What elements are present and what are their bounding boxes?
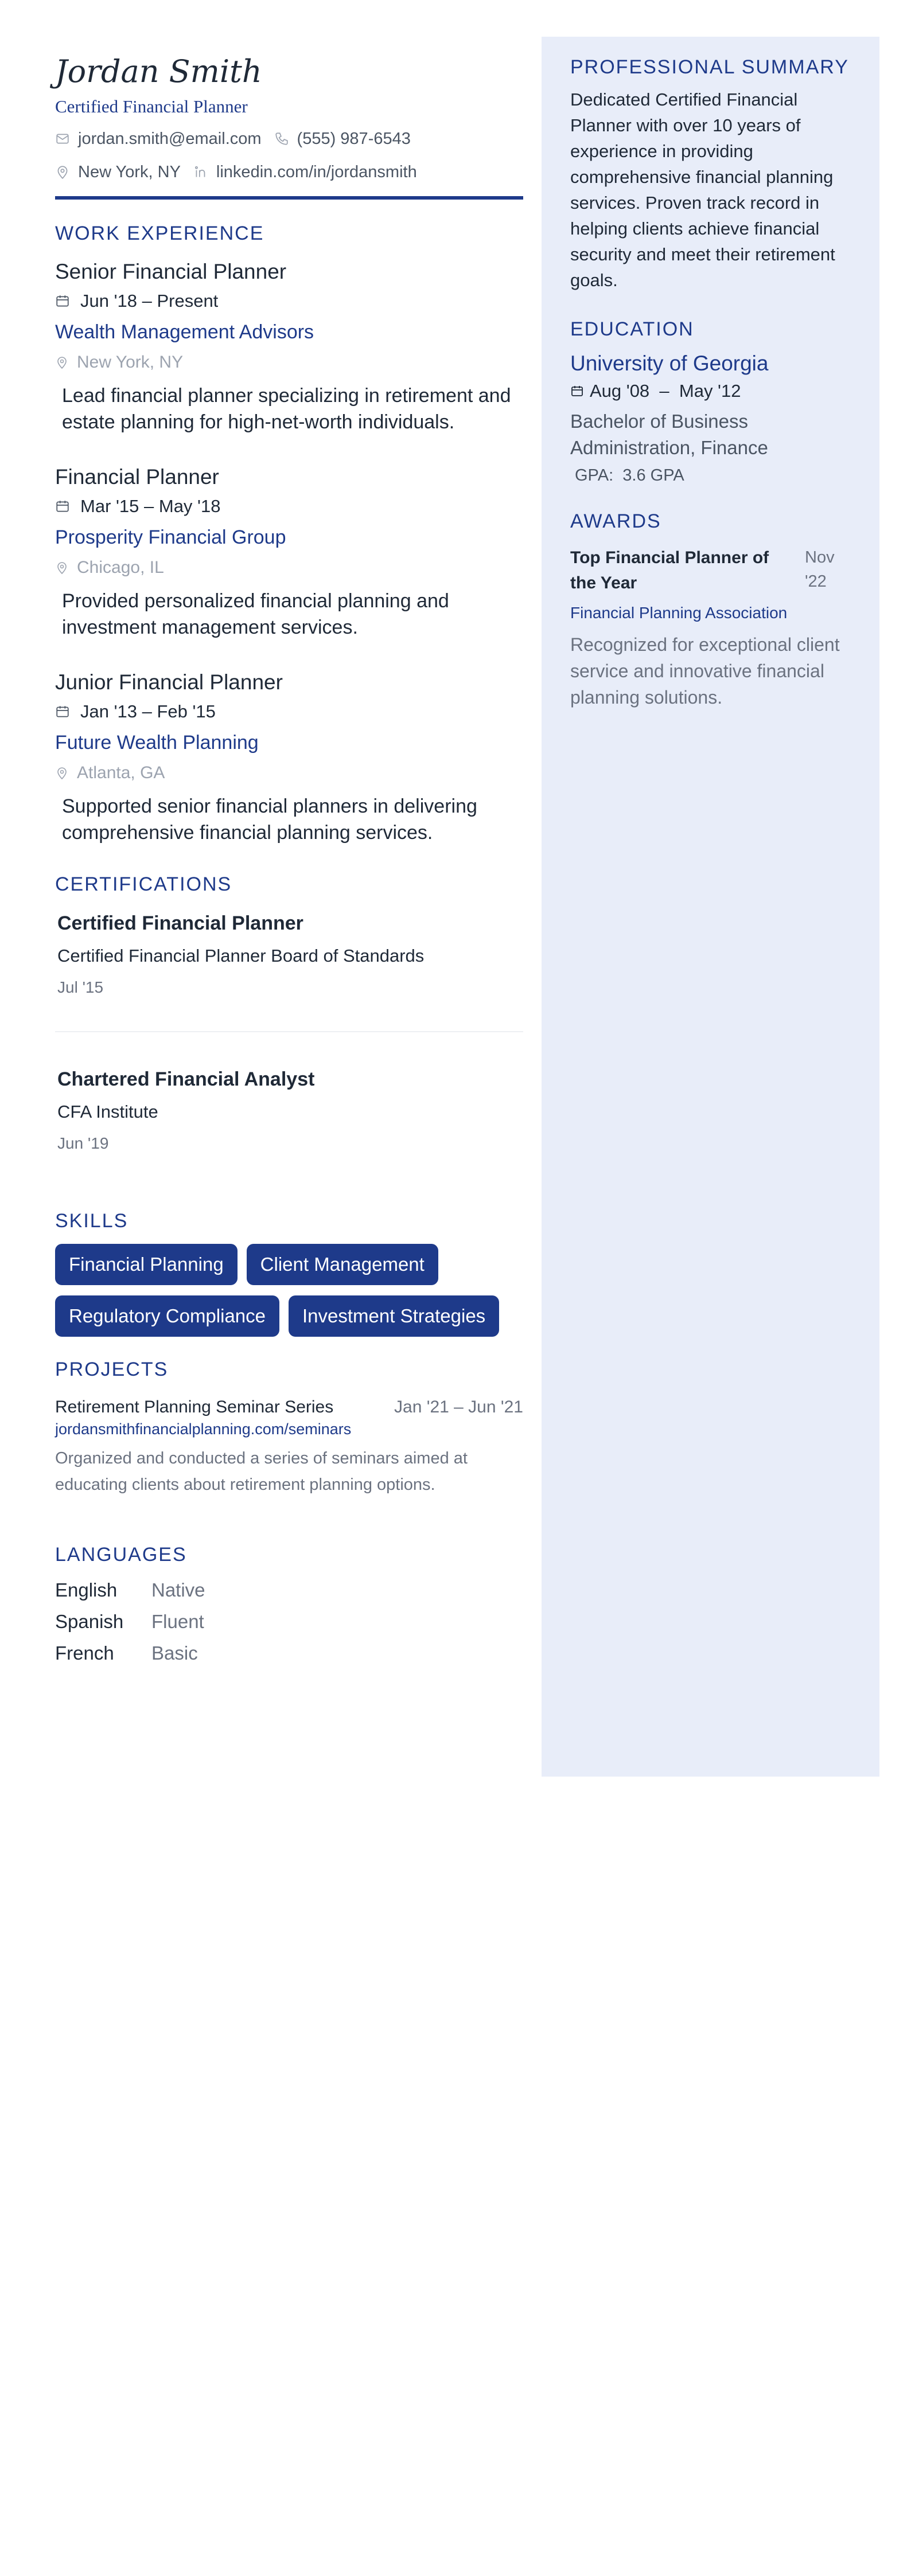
location-pin-icon — [55, 561, 69, 575]
section-heading: WORK EXPERIENCE — [55, 223, 264, 244]
degree: Bachelor of Business Administration, Finance — [570, 411, 768, 458]
certification-item — [55, 1063, 523, 1158]
cert-issuer: CFA Institute — [57, 1102, 158, 1122]
section-heading: PROFESSIONAL SUMMARY — [570, 56, 849, 78]
language-item — [55, 1637, 523, 1669]
certification-item — [55, 907, 523, 1002]
location-pin-icon — [55, 766, 69, 780]
cert-issuer: Certified Financial Planner Board of Standards — [57, 946, 425, 966]
project-item — [55, 1396, 523, 1498]
job-dates-text: Jan '13 – Feb '15 — [80, 701, 216, 721]
language-name: English — [55, 1579, 118, 1601]
job-dates — [55, 491, 523, 521]
sidebar — [542, 37, 879, 1777]
job-title: Junior Financial Planner — [55, 670, 283, 694]
project-name: Retirement Planning Seminar Series — [55, 1398, 334, 1416]
calendar-icon — [570, 384, 584, 398]
cert-name: Chartered Financial Analyst — [57, 1068, 315, 1090]
job-title: Financial Planner — [55, 465, 219, 489]
job-location-text: Chicago, IL — [77, 558, 164, 577]
award-item — [570, 545, 851, 596]
job-dates-text: Mar '15 – May '18 — [80, 496, 221, 516]
mail-icon — [55, 131, 70, 146]
section-heading: AWARDS — [570, 510, 661, 532]
edu-end: May '12 — [679, 381, 741, 401]
section-heading: LANGUAGES — [55, 1544, 187, 1566]
language-item — [55, 1606, 523, 1637]
job-location — [55, 348, 523, 377]
job-item — [55, 463, 523, 641]
language-name: Spanish — [55, 1611, 124, 1632]
language-name: French — [55, 1642, 114, 1664]
job-location — [55, 759, 523, 787]
header-divider — [55, 196, 523, 200]
company-name: Future Wealth Planning — [55, 732, 259, 754]
calendar-icon — [55, 294, 70, 309]
job-description: Lead financial planner specializing in retirement and estate planning for high-net-worth individuals. — [62, 385, 511, 433]
phone[interactable]: (555) 987-6543 — [297, 129, 411, 148]
phone-icon — [274, 131, 289, 146]
company-name: Prosperity Financial Group — [55, 526, 286, 548]
candidate-name: Jordan Smith — [55, 53, 262, 89]
divider — [55, 1031, 523, 1032]
project-description: Organized and conducted a series of seminars aimed at educating clients about retirement planning options. — [55, 1449, 468, 1494]
school-name: University of Georgia — [570, 352, 769, 375]
calendar-icon — [55, 704, 70, 719]
section-heading: EDUCATION — [570, 318, 694, 340]
location-pin-icon — [55, 356, 69, 369]
location: New York, NY — [78, 162, 181, 181]
main-column — [55, 50, 523, 1669]
job-title: Senior Financial Planner — [55, 260, 287, 283]
award-org: Financial Planning Association — [570, 604, 788, 622]
language-level: Basic — [151, 1642, 198, 1664]
skill-tag: Investment Strategies — [289, 1295, 499, 1337]
candidate-title: Certified Financial Planner — [55, 96, 248, 116]
section-heading: CERTIFICATIONS — [55, 873, 232, 895]
job-description: Supported senior financial planners in delivering comprehensive financial planning services. — [62, 795, 477, 844]
skill-tag: Client Management — [247, 1244, 438, 1285]
gpa-value: 3.6 GPA — [622, 466, 684, 485]
linkedin-icon — [193, 165, 208, 179]
job-location — [55, 553, 523, 582]
skill-tag: Regulatory Compliance — [55, 1295, 279, 1337]
job-location-text: New York, NY — [77, 353, 184, 372]
contact-row — [55, 161, 523, 184]
edu-start: Aug '08 — [590, 381, 650, 401]
job-item — [55, 257, 523, 435]
cert-name: Certified Financial Planner — [57, 912, 303, 934]
award-date: Nov '22 — [805, 548, 835, 591]
company-name: Wealth Management Advisors — [55, 321, 314, 343]
linkedin-link[interactable]: linkedin.com/in/jordansmith — [216, 162, 417, 181]
location-pin-icon — [55, 165, 70, 179]
skill-tag: Financial Planning — [55, 1244, 238, 1285]
education-dates: Aug '08 – May '12 — [570, 378, 851, 404]
job-description: Provided personalized financial planning and investment management services. — [62, 590, 449, 638]
job-dates — [55, 697, 523, 727]
job-item — [55, 668, 523, 846]
language-level: Native — [151, 1579, 205, 1601]
job-dates — [55, 286, 523, 316]
cert-date: Jul '15 — [57, 978, 104, 996]
email[interactable]: jordan.smith@email.com — [78, 129, 262, 148]
section-heading: PROJECTS — [55, 1359, 169, 1380]
gpa-label: GPA: — [575, 466, 614, 485]
language-item — [55, 1574, 523, 1606]
gpa — [570, 461, 851, 490]
cert-date: Jun '19 — [57, 1134, 109, 1152]
award-description: Recognized for exceptional client service and innovative financial planning solutions. — [570, 634, 840, 708]
summary-text: Dedicated Certified Financial Planner with over 10 years of experience in providing comprehensive financial planning services. Proven track record in helping clients achieve financial security and meet their retirement goals. — [570, 89, 835, 290]
job-location-text: Atlanta, GA — [77, 763, 165, 782]
award-title: Top Financial Planner of the Year — [570, 548, 769, 592]
project-dates: Jan '21 – Jun '21 — [394, 1398, 523, 1416]
language-level: Fluent — [151, 1611, 204, 1632]
project-link[interactable]: jordansmithfinancialplanning.com/seminars — [55, 1420, 352, 1438]
calendar-icon — [55, 499, 70, 514]
section-heading: SKILLS — [55, 1210, 129, 1232]
job-dates-text: Jun '18 – Present — [80, 291, 219, 311]
skills-list — [55, 1244, 523, 1337]
contact-row — [55, 127, 523, 150]
